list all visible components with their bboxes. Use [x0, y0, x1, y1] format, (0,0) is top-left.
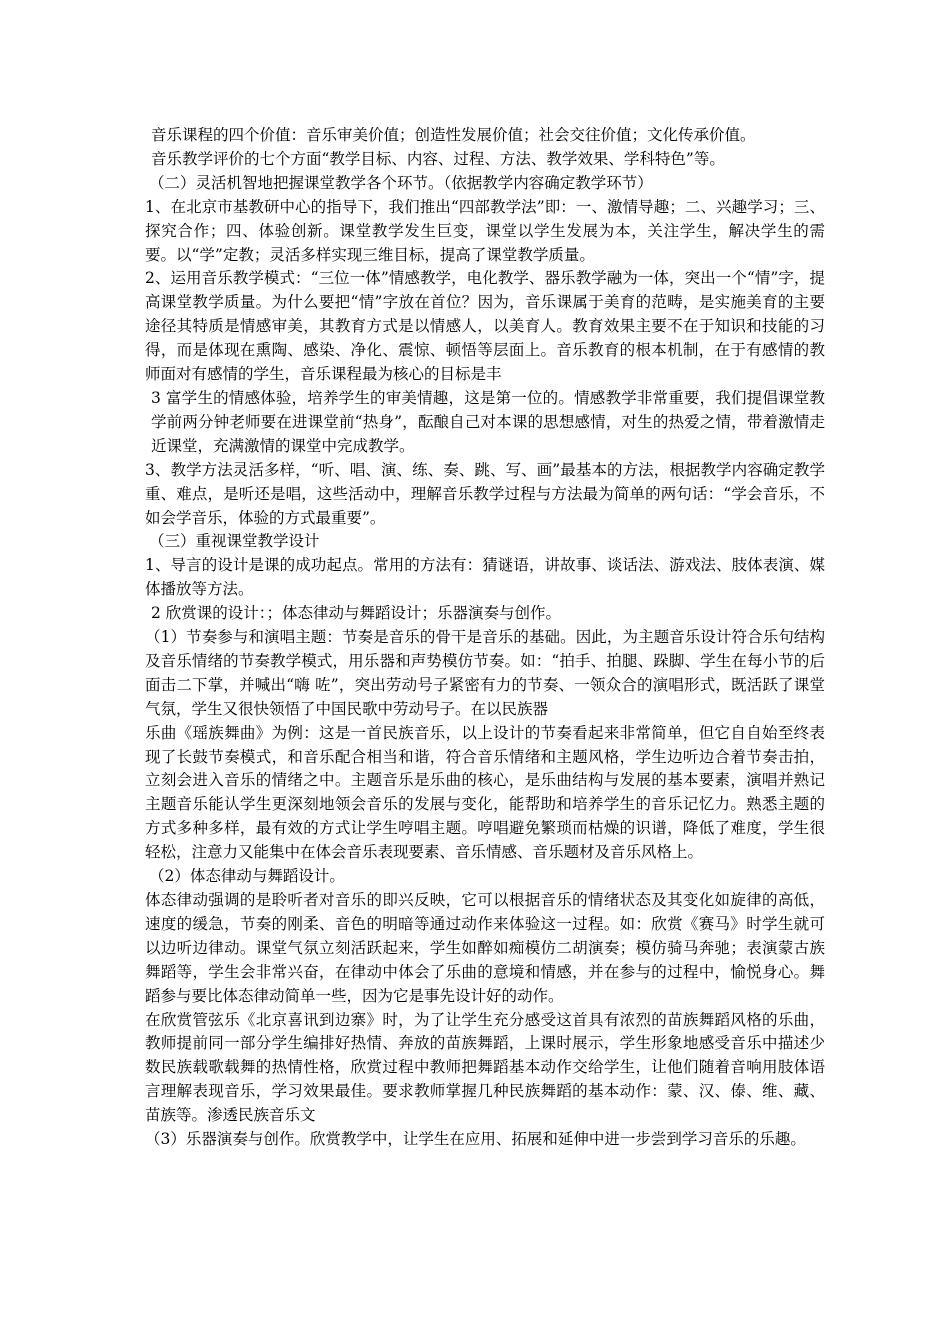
- section-heading-3: （三）重视课堂教学设计: [149, 532, 320, 551]
- paragraph-introduction-design: 1、导言的设计是课的成功起点。常用的方法有：猜谜语，讲故事、谈话法、游戏法、肢体表演、媒体播放等方法。: [145, 556, 825, 599]
- subheading-body-rhythm: （2）体态律动与舞蹈设计。: [149, 867, 345, 886]
- document-body: [145, 124, 825, 1152]
- paragraph-beijing-news-example: 在欣赏管弦乐《北京喜讯到边寨》时，为了让学生充分感受这首具有浓烈的苗族舞蹈风格的乐曲，教师提前同一部分学生编排好热情、奔放的苗族舞蹈，上课时展示，学生形象地感受音乐中描述少数民族载歌载舞的热情性格，欣赏过程中教师把舞蹈基本动作交给学生，让他们随着音响用肢体语言理解表现音乐，学习效果最佳。要求教师掌握几种民族舞蹈的基本动作：蒙、汉、傣、维、藏、苗族等。渗透民族音乐文: [145, 1010, 825, 1125]
- paragraph-teaching-mode: 2、运用音乐教学模式：“三位一体”情感教学，电化教学、器乐教学融为一体，突出一个“情”字，提高课堂教学质量。为什么要把“情”字放在首位？因为，音乐课属于美育的范畴，是实施美育的主要途径其特质是情感审美，其教育方式是以情感人，以美育人。教育效果主要不在于知识和技能的习得，而是体现在熏陶、感染、净化、震惊、顿悟等层面上。音乐教育的根本机制，在于有感情的教师面对有感情的学生，音乐课程最为核心的目标是丰: [145, 269, 825, 384]
- paragraph-yao-dance-example: 乐曲《瑶族舞曲》为例：这是一首民族音乐，以上设计的节奏看起来非常简单，但它自自始至终表现了长鼓节奏模式，和音乐配合相当和谐，符合音乐情绪和主题风格，学生边听边合着节奏击拍，立刻会进入音乐的情绪之中。主题音乐是乐曲的核心，是乐曲结构与发展的基本要素，演唱并熟记主题音乐能认学生更深刻地领会音乐的发展与变化，能帮助和培养学生的音乐记忆力。熟悉主题的方式多种多样，最有效的方式让学生哼唱主题。哼唱避免繁琐而枯燥的识谱，降低了难度，学生很轻松，注意力又能集中在体会音乐表现要素、音乐情感、音乐题材及音乐风格上。: [145, 723, 825, 862]
- paragraph-appreciation-design: 2 欣赏课的设计：；体态律动与舞蹈设计；乐器演奏与创作。: [151, 604, 562, 623]
- paragraph-evaluation-aspects: 音乐教学评价的七个方面“教学目标、内容、过程、方法、教学效果、学科特色”等。: [151, 149, 725, 168]
- paragraph-four-step-method: 1、在北京市基教研中心的指导下，我们推出“四部教学法”即：一、激情导趣；二、兴趣学习；三、探究合作；四、体验创新。课堂教学发生巨变，课堂以学生发展为本，关注学生，解决学生的需要。以“学”定教；灵活多样实现三维目标，提高了课堂教学质量。: [145, 197, 825, 264]
- paragraph-rhythm-participation: （1）节奏参与和演唱主题：节奏是音乐的骨干是音乐的基础。因此，为主题音乐设计符合乐句结构及音乐情绪的节奏教学模式，用乐器和声势模仿节奏。如：“拍手、拍腿、跺脚、学生在每小节的后面击二下掌，并喊出“嗨 咗”，突出劳动号子紧密有力的节奏、一领众合的演唱形式，既活跃了课堂气氛，学生又很快领悟了中国民歌中劳动号子。在以民族器: [145, 628, 825, 718]
- section-heading-2: （二）灵活机智地把握课堂教学各个环节。（依据教学内容确定教学环节）: [149, 173, 653, 192]
- paragraph-body-rhythm: 体态律动强调的是聆听者对音乐的即兴反映，它可以根据音乐的情绪状态及其变化如旋律的高低，速度的缓急，节奏的刚柔、音色的明暗等通过动作来体验这一过程。如：欣赏《赛马》时学生就可以边听边律动。课堂气氛立刻活跃起来，学生如醉如痴模仿二胡演奏；模仿骑马奔驰；表演蒙古族舞蹈等，学生会非常兴奋，在律动中体会了乐曲的意境和情感，并在参与的过程中，愉悦身心。舞蹈参与要比体态律动简单一些，因为它是事先设计好的动作。: [145, 891, 825, 1005]
- paragraph-course-values: 音乐课程的四个价值：音乐审美价值；创造性发展价值；社会交往价值；文化传承价值。: [151, 126, 756, 144]
- paragraph-emotional-experience: 3 富学生的情感体验，培养学生的审美情趣，这是第一位的。情感教学非常重要，我们提倡课堂教学前两分钟老师要在进课堂前“热身”，酝酿自己对本课的思想感情，对生的热爱之情，带着激情走近课堂，充满激情的课堂中完成教学。: [151, 388, 825, 455]
- paragraph-teaching-methods: 3、教学方法灵活多样，“听、唱、演、练、奏、跳、写、画”最基本的方法，根据教学内容确定教学重、难点，是听还是唱，这些活动中，理解音乐教学过程与方法最为简单的两句话：“学会音乐，不如会学音乐，体验的方式最重要”。: [145, 460, 825, 527]
- paragraph-instrument-performance: （3）乐器演奏与创作。欣赏教学中，让学生在应用、拓展和延伸中进一步尝到学习音乐的乐趣。: [145, 1130, 806, 1149]
